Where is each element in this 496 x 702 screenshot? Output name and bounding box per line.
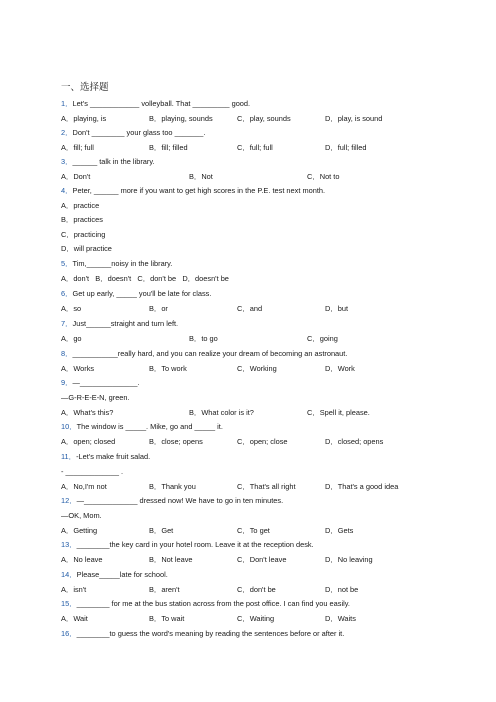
option-c[interactable]: C．open; close: [237, 437, 288, 446]
question-6-options: [61, 302, 441, 315]
option-b[interactable]: B．Not leave: [149, 555, 193, 564]
question-number: 9．: [61, 378, 73, 387]
option-a[interactable]: A．Works: [61, 364, 95, 373]
option-d[interactable]: D．play, is sound: [325, 114, 383, 123]
option-c[interactable]: C．practicing: [61, 230, 106, 239]
option-d[interactable]: D．That's a good idea: [325, 482, 399, 491]
question-9: [61, 376, 140, 389]
question-text: Please_____late for school.: [76, 570, 168, 579]
option-b[interactable]: B．fill; filled: [149, 143, 188, 152]
question-8: [61, 347, 347, 360]
option-b[interactable]: B．practices: [61, 215, 103, 224]
option-a[interactable]: A．What's this?: [61, 408, 114, 417]
question-number: 3．: [61, 157, 73, 166]
option-c[interactable]: C．full; full: [237, 143, 273, 152]
option-b[interactable]: B．What color is it?: [189, 408, 254, 417]
option-b[interactable]: B．aren't: [149, 585, 180, 594]
question-number: 15．: [61, 599, 77, 608]
option-b[interactable]: B．to go: [189, 334, 218, 343]
question-14-options: [61, 583, 441, 596]
question-number: 16．: [61, 629, 77, 638]
option-b[interactable]: B．To work: [149, 364, 187, 373]
dialog-line: - _____________ .: [61, 467, 124, 476]
option-a[interactable]: A．fill; full: [61, 143, 94, 152]
question-number: 12．: [61, 496, 77, 505]
option-c[interactable]: C．going: [307, 334, 338, 343]
option-a[interactable]: A．Don't: [61, 172, 91, 181]
question-4: [61, 184, 325, 197]
option-c[interactable]: C．Waiting: [237, 614, 275, 623]
option-a[interactable]: A．Wait: [61, 614, 88, 623]
question-number: 1．: [61, 99, 73, 108]
question-11-options: [61, 480, 441, 493]
option-a[interactable]: A．isn't: [61, 585, 87, 594]
option-b[interactable]: B．To wait: [149, 614, 185, 623]
option-b[interactable]: B．close; opens: [149, 437, 203, 446]
option-d[interactable]: D．Gets: [325, 526, 354, 535]
question-1-options: [61, 112, 441, 125]
option-a[interactable]: A．No leave: [61, 555, 103, 564]
option-c[interactable]: C．Working: [237, 364, 277, 373]
option-c[interactable]: C．and: [237, 304, 263, 313]
option-d[interactable]: D．full; filled: [325, 143, 367, 152]
option-d[interactable]: D．will practice: [61, 244, 112, 253]
question-text: ________the key card in your hotel room. Leave it at the reception desk.: [76, 540, 314, 549]
question-number: 5．: [61, 259, 73, 268]
question-text: Peter, ______ more if you want to get high scores in the P.E. test next month.: [72, 186, 326, 195]
question-13: [61, 538, 314, 551]
question-16: [61, 627, 344, 640]
question-3: [61, 155, 155, 168]
option-c[interactable]: C．Not to: [307, 172, 340, 181]
option-d[interactable]: D．closed; opens: [325, 437, 384, 446]
option-d[interactable]: D．but: [325, 304, 349, 313]
option-b[interactable]: B．playing, sounds: [149, 114, 213, 123]
question-2-options: [61, 141, 441, 154]
question-5: [61, 257, 172, 270]
option-d[interactable]: D．not be: [325, 585, 359, 594]
question-text: —______________.: [72, 378, 140, 387]
question-10-options: [61, 435, 441, 448]
question-text: ________to guess the word's meaning by reading the sentences before or after it.: [76, 629, 345, 638]
question-text: Don't ________ your glass too _______.: [72, 128, 206, 137]
question-text: -Let's make fruit salad.: [76, 452, 151, 461]
question-15: [61, 597, 350, 610]
option-a[interactable]: A．No,I'm not: [61, 482, 107, 491]
question-text: ________ for me at the bus station across from the post office. I can find you easily.: [76, 599, 350, 608]
question-14: [61, 568, 168, 581]
question-text: Just______straight and turn left.: [72, 319, 179, 328]
option-b[interactable]: B．Get: [149, 526, 174, 535]
option-d[interactable]: D．Waits: [325, 614, 356, 623]
option-a[interactable]: A．open; closed: [61, 437, 116, 446]
question-3-options: [61, 170, 441, 183]
dialog-line: —OK, Mom.: [61, 511, 102, 520]
question-8-options: [61, 362, 441, 375]
question-text: —_____________ dressed now! We have to go in ten minutes.: [76, 496, 284, 505]
question-15-options: [61, 612, 441, 625]
question-number: 7．: [61, 319, 73, 328]
option-c[interactable]: C．play, sounds: [237, 114, 291, 123]
option-a[interactable]: A．playing, is: [61, 114, 107, 123]
question-7-options: [61, 332, 441, 345]
question-12: [61, 494, 283, 507]
question-text: ______ talk in the library.: [72, 157, 155, 166]
option-a[interactable]: A．go: [61, 334, 82, 343]
option-a[interactable]: A．Getting: [61, 526, 98, 535]
section-title: 一、选择题: [61, 82, 109, 93]
option-a[interactable]: A．so: [61, 304, 82, 313]
question-5-options[interactable]: A．don't B．doesn't C．don't be D．doesn't be: [61, 274, 229, 283]
question-number: 2．: [61, 128, 73, 137]
option-b[interactable]: B．Thank you: [149, 482, 196, 491]
question-number: 4．: [61, 186, 73, 195]
option-c[interactable]: C．Spell it, please.: [307, 408, 370, 417]
question-number: 14．: [61, 570, 77, 579]
option-c[interactable]: C．To get: [237, 526, 270, 535]
option-c[interactable]: C．That's all right: [237, 482, 296, 491]
question-number: 8．: [61, 349, 73, 358]
question-2: [61, 126, 205, 139]
dialog-line: —G-R-E-E-N, green.: [61, 393, 130, 402]
option-c[interactable]: C．don't be: [237, 585, 276, 594]
question-text: ___________really hard, and you can realize your dream of becoming an astronaut.: [72, 349, 348, 358]
question-text: Let's ____________ volleyball. That _________ good.: [72, 99, 251, 108]
question-12-options: [61, 524, 441, 537]
question-6: [61, 287, 211, 300]
question-number: 11．: [61, 452, 77, 461]
option-d[interactable]: D．No leaving: [325, 555, 373, 564]
question-7: [61, 317, 178, 330]
option-c[interactable]: C．Don't leave: [237, 555, 287, 564]
question-number: 6．: [61, 289, 73, 298]
question-13-options: [61, 553, 441, 566]
question-10: [61, 420, 223, 433]
option-d[interactable]: D．Work: [325, 364, 355, 373]
question-text: Tim,______noisy in the library.: [72, 259, 173, 268]
question-1: [61, 97, 250, 110]
option-b[interactable]: B．Not: [189, 172, 213, 181]
question-text: The window is _____. Mike, go and _____ it.: [76, 422, 223, 431]
question-number: 13．: [61, 540, 77, 549]
question-number: 10．: [61, 422, 77, 431]
option-b[interactable]: B．or: [149, 304, 168, 313]
question-11: [61, 450, 150, 463]
option-a[interactable]: A．practice: [61, 201, 100, 210]
question-text: Get up early, _____ you'll be late for class.: [72, 289, 212, 298]
question-9-options: [61, 406, 441, 419]
